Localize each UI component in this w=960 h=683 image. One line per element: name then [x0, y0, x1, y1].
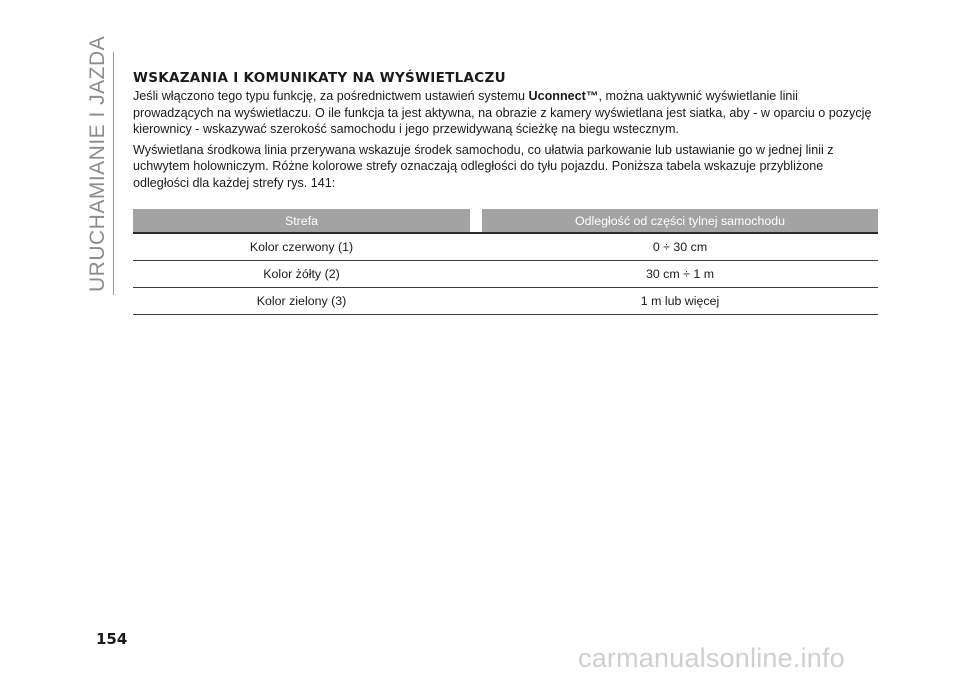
watermark-text: carmanualsonline.info	[578, 643, 845, 673]
table-cell-zone: Kolor zielony (3)	[133, 288, 470, 315]
page-number: 154	[96, 630, 128, 648]
table-cell-distance: 30 cm ÷ 1 m	[482, 261, 878, 288]
content-area	[133, 70, 878, 315]
brand-uconnect: Uconnect™	[528, 89, 599, 103]
paragraph1-text-start: Jeśli włączono tego typu funkcję, za pośrednictwem ustawień systemu	[133, 89, 529, 103]
table-row	[133, 288, 878, 315]
distance-table	[133, 209, 878, 315]
table-row	[133, 234, 878, 261]
table-cell-distance: 1 m lub więcej	[482, 288, 878, 315]
table-header-gap	[470, 209, 482, 234]
section-heading: WSKAZANIA I KOMUNIKATY NA WYŚWIETLACZU	[133, 70, 506, 86]
table-row	[133, 261, 878, 288]
paragraph-zones: Wyświetlana środkowa linia przerywana wskazuje środek samochodu, co ułatwia parkowanie lub ustawianie go w jednej linii z uchwytem holowniczym. Różne kolorowe strefy oznaczają odległości do tyłu pojazdu. Poniższa tabela wskazuje przybliżone odległości dla każdej strefy rys. 141:	[133, 142, 834, 190]
table-cell-gap	[470, 234, 482, 261]
side-divider	[113, 52, 114, 295]
section-side-title: URUCHAMIANIE I JAZDA	[86, 35, 109, 292]
paragraph-guidelines	[133, 88, 878, 138]
table-cell-distance: 0 ÷ 30 cm	[482, 234, 878, 261]
table-cell-zone: Kolor żółty (2)	[133, 261, 470, 288]
table-header-zone: Strefa	[133, 209, 470, 234]
table-cell-gap	[470, 288, 482, 315]
table-cell-zone: Kolor czerwony (1)	[133, 234, 470, 261]
table-header-distance: Odległość od części tylnej samochodu	[482, 209, 878, 234]
table-header-row	[133, 209, 878, 234]
paragraph1-text-end: , można uaktywnić wyświetlanie linii prowadzących na wyświetlaczu. O ile funkcja ta jest aktywna, na obrazie z kamery wyświetlana jest siatka, aby - w oparciu o pozycję kierownicy - wskazywać szerokość samochodu i jego przewidywaną ścieżkę na biegu wstecznym.	[133, 89, 872, 136]
table-cell-gap	[470, 261, 482, 288]
